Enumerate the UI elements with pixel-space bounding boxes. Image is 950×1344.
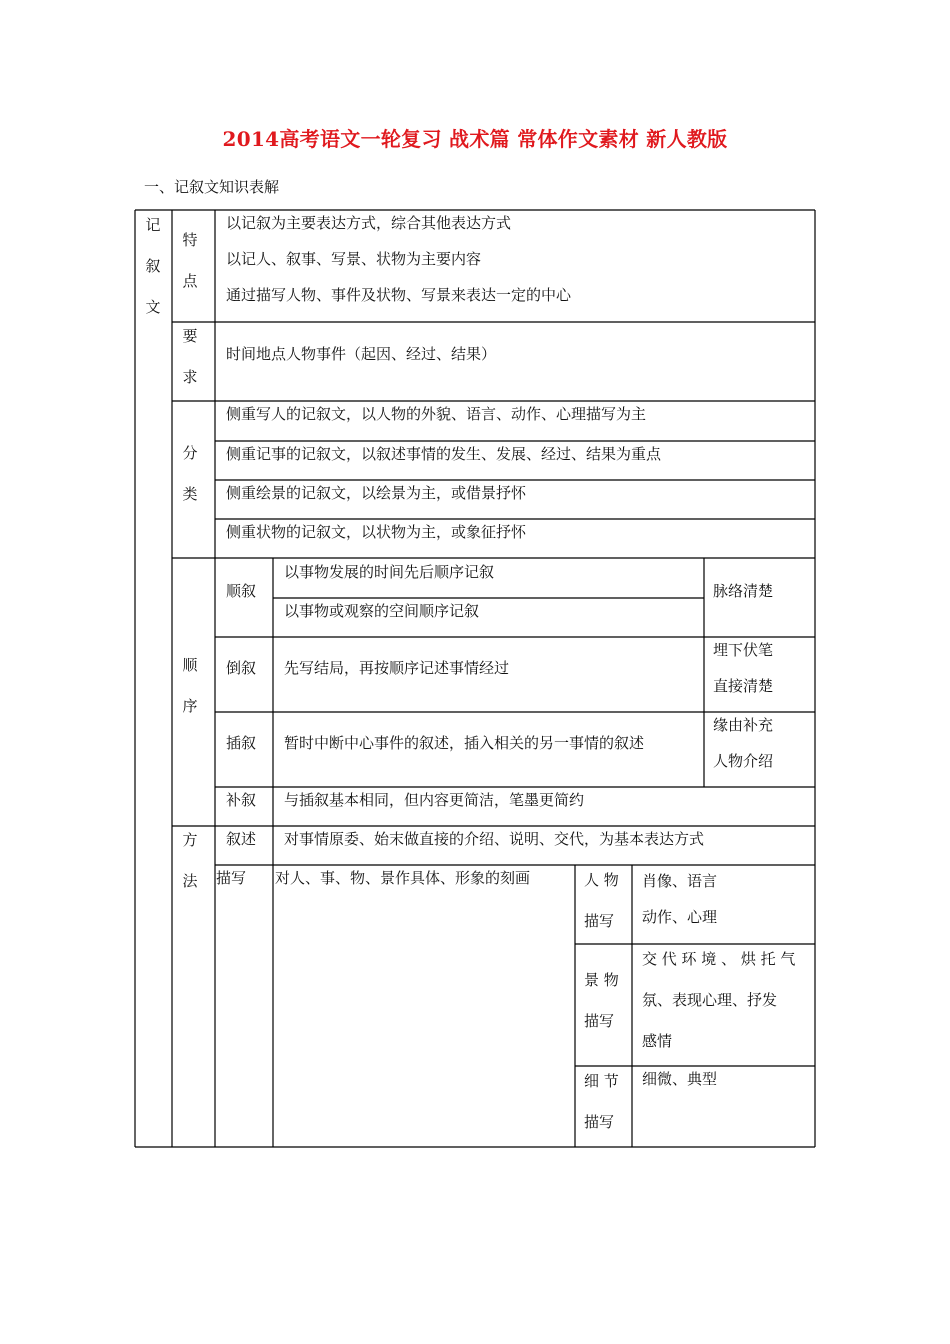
- effect-line: 埋下伏笔: [713, 641, 774, 659]
- kind-name-line: 人 物: [584, 871, 619, 889]
- narration-text: 对事情原委、始末做直接的介绍、说明、交代，为基本表达方式: [284, 830, 705, 848]
- narration-name: 叙述: [226, 830, 257, 848]
- methods-label: 方 法: [182, 831, 198, 890]
- category-item: 侧重写人的记叙文，以人物的外貌、语言、动作、心理描写为主: [226, 405, 647, 423]
- section-heading: 一、记叙文知识表解: [144, 178, 280, 196]
- features-label: 特 点: [182, 231, 198, 290]
- interpolation-name: 插叙: [226, 734, 257, 752]
- description-name: 描写: [216, 869, 247, 887]
- category-item: 侧重绘景的记叙文，以绘景为主，或借景抒怀: [226, 484, 527, 502]
- description-kind-name: [584, 960, 619, 1042]
- description-kind-content: [642, 863, 717, 935]
- flashback-name: 倒叙: [226, 659, 257, 677]
- feature-line: 以记人、叙事、写景、状物为主要内容: [226, 250, 482, 268]
- chronological-line: 以事物发展的时间先后顺序记叙: [284, 563, 495, 581]
- effect-line: 人物介绍: [713, 752, 774, 770]
- kind-name-line: 描写: [584, 1113, 615, 1131]
- kind-content-line: 感情: [642, 1032, 673, 1050]
- description-kind-name: [584, 860, 619, 942]
- supplement-name: 补叙: [226, 791, 257, 809]
- category-item: 侧重记事的记叙文，以叙述事情的发生、发展、经过、结果为重点: [226, 445, 662, 463]
- description-kind-content: [642, 1061, 717, 1097]
- order-label: 顺 序: [182, 656, 198, 715]
- feature-line: 通过描写人物、事件及状物、写景来表达一定的中心: [226, 286, 572, 304]
- kind-content-line: 氛、表现心理、抒发: [642, 991, 778, 1009]
- supplement-text: 与插叙基本相同，但内容更简洁，笔墨更简约: [284, 791, 585, 809]
- description-text: 对人、事、物、景作具体、形象的刻画: [275, 869, 531, 887]
- page-title: 2014高考语文一轮复习 战术篇 常体作文素材 新人教版: [222, 127, 728, 151]
- effect-line: 直接清楚: [713, 677, 774, 695]
- requirements-text: 时间地点人物事件（起因、经过、结果）: [226, 345, 497, 363]
- kind-content-line: 细微、典型: [642, 1070, 718, 1088]
- categories-label: 分 类: [182, 444, 198, 503]
- category-item: 侧重状物的记叙文，以状物为主，或象征抒怀: [226, 523, 527, 541]
- description-kind-content: [642, 939, 795, 1062]
- features-text: [226, 205, 571, 313]
- kind-content-line: 交 代 环 境 、 烘 托 气: [642, 950, 796, 968]
- interpolation-text: 暂时中断中心事件的叙述，插入相关的另一事情的叙述: [284, 734, 645, 752]
- kind-content-line: 动作、心理: [642, 908, 718, 926]
- interpolation-effect: [713, 707, 773, 779]
- kind-name-line: 景 物: [584, 971, 619, 989]
- flashback-effect: [713, 632, 773, 704]
- effect-line: 缘由补充: [713, 716, 774, 734]
- chronological-effect: 脉络清楚: [713, 582, 774, 600]
- kind-content-line: 肖像、语言: [642, 872, 718, 890]
- kind-name-line: 细 节: [584, 1072, 619, 1090]
- description-kind-name: [584, 1061, 619, 1143]
- kind-name-line: 描写: [584, 912, 615, 930]
- chronological-name: 顺叙: [226, 582, 257, 600]
- flashback-text: 先写结局，再按顺序记述事情经过: [284, 659, 510, 677]
- genre-label: 记 叙 文: [145, 216, 161, 316]
- chronological-line: 以事物或观察的空间顺序记叙: [284, 602, 480, 620]
- requirements-label: 要 求: [182, 327, 198, 386]
- feature-line: 以记叙为主要表达方式，综合其他表达方式: [226, 214, 512, 232]
- kind-name-line: 描写: [584, 1012, 615, 1030]
